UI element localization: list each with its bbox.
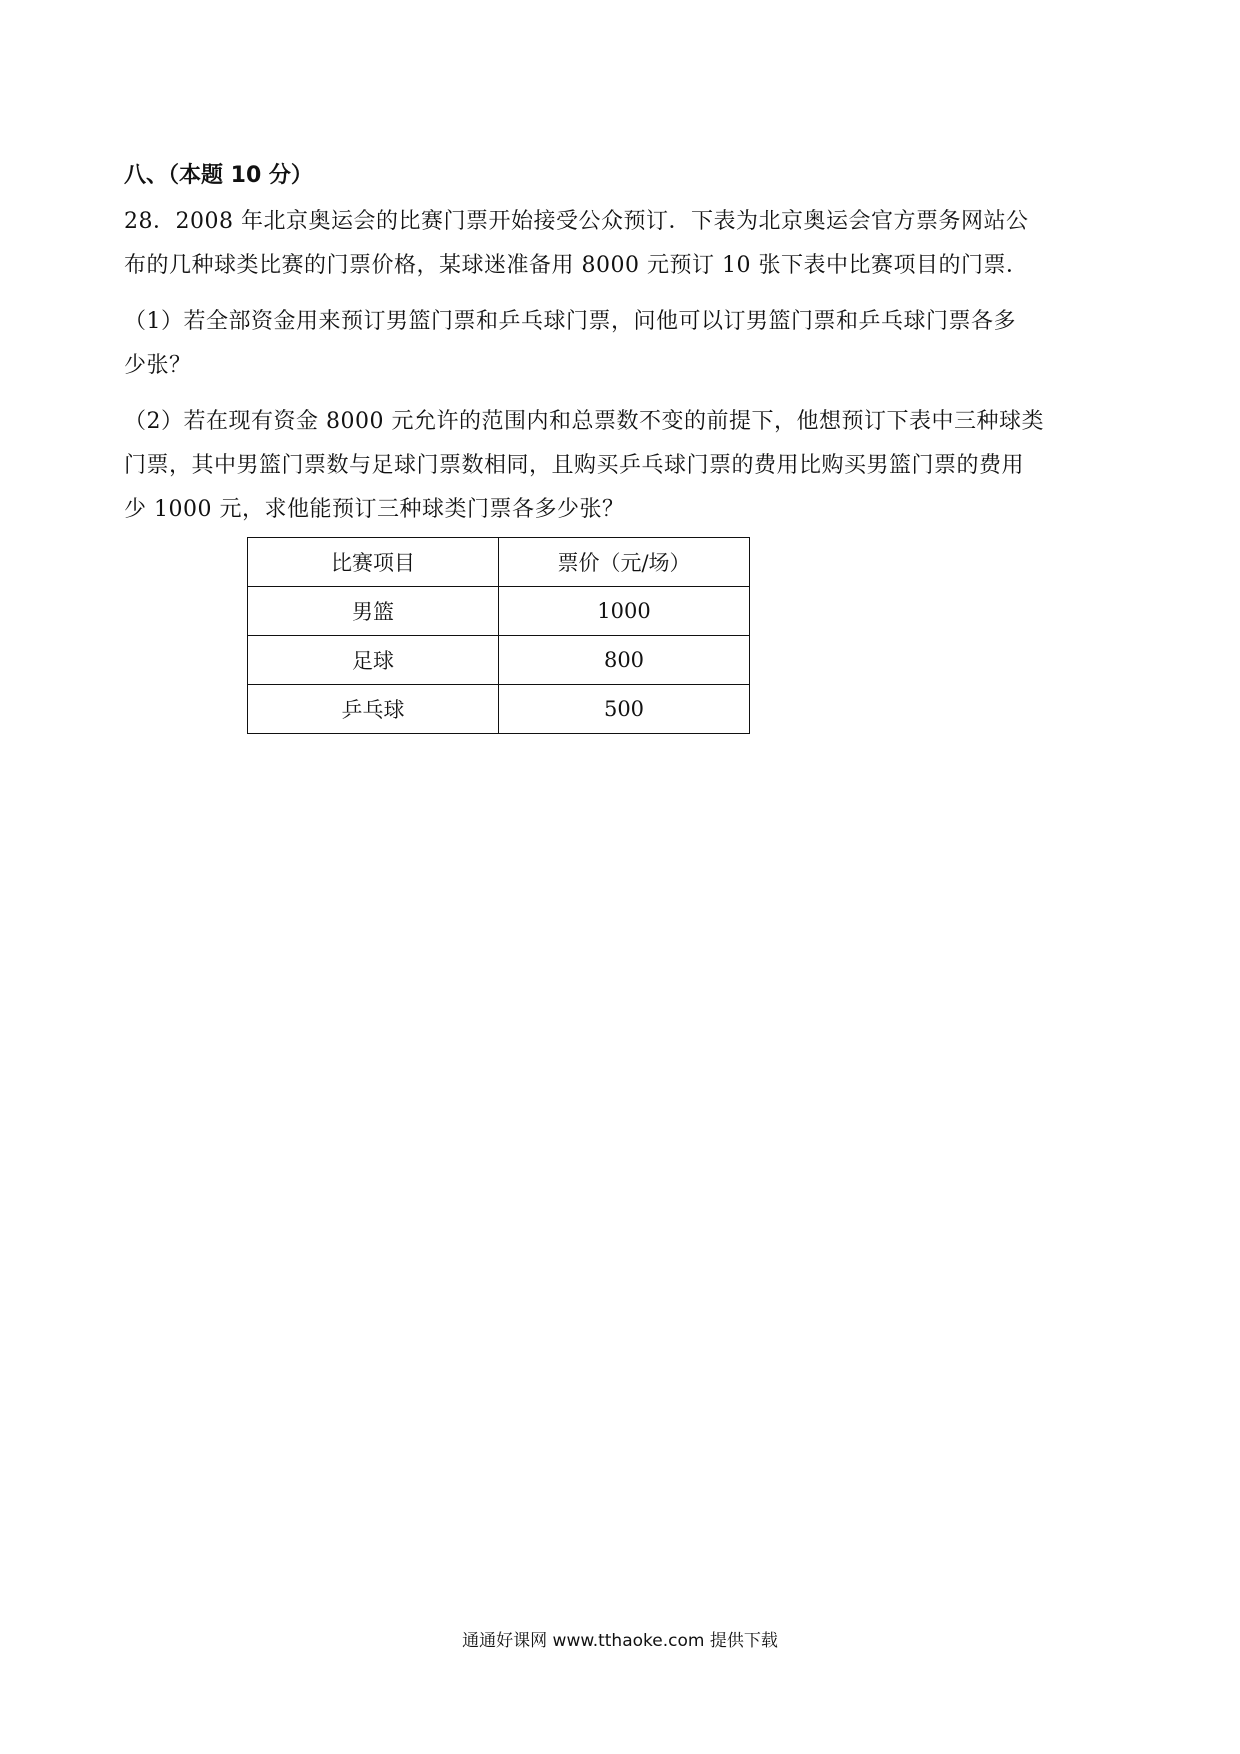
cell-event: 男篮 bbox=[248, 587, 499, 636]
intro-line-2: 布的几种球类比赛的门票价格，某球迷准备用 8000 元预订 10 张下表中比赛项目的门票． bbox=[124, 253, 1029, 278]
header-price: 票价（元/场） bbox=[499, 538, 750, 587]
q2-line-1: （2）若在现有资金 8000 元允许的范围内和总票数不变的前提下，他想预订下表中三种球类 bbox=[124, 409, 1044, 434]
page-footer: 通通好课网 www.tthaoke.com 提供下载 bbox=[462, 1631, 778, 1651]
q1-line-1: （1）若全部资金用来预订男篮门票和乒乓球门票，问他可以订男篮门票和乒乓球门票各多 bbox=[124, 309, 1017, 334]
cell-price: 800 bbox=[499, 636, 750, 685]
table-row bbox=[248, 587, 750, 636]
section-title: 八、（本题 10 分） bbox=[124, 163, 313, 188]
q1-line-2: 少张？ bbox=[124, 353, 192, 378]
question-1 bbox=[124, 300, 1124, 388]
cell-event: 足球 bbox=[248, 636, 499, 685]
ticket-price-table bbox=[247, 537, 750, 734]
question-2 bbox=[124, 400, 1124, 532]
intro-line-1: 28．2008 年北京奥运会的比赛门票开始接受公众预订．下表为北京奥运会官方票务网站公 bbox=[124, 209, 1029, 234]
table-row bbox=[248, 636, 750, 685]
q2-line-3: 少 1000 元，求他能预订三种球类门票各多少张？ bbox=[124, 497, 625, 522]
header-event: 比赛项目 bbox=[248, 538, 499, 587]
cell-price: 1000 bbox=[499, 587, 750, 636]
cell-event: 乒乓球 bbox=[248, 685, 499, 734]
q2-line-2: 门票，其中男篮门票数与足球门票数相同，且购买乒乓球门票的费用比购买男篮门票的费用 bbox=[124, 453, 1025, 478]
problem-intro bbox=[124, 200, 1124, 288]
cell-price: 500 bbox=[499, 685, 750, 734]
table-row bbox=[248, 685, 750, 734]
table-header-row bbox=[248, 538, 750, 587]
